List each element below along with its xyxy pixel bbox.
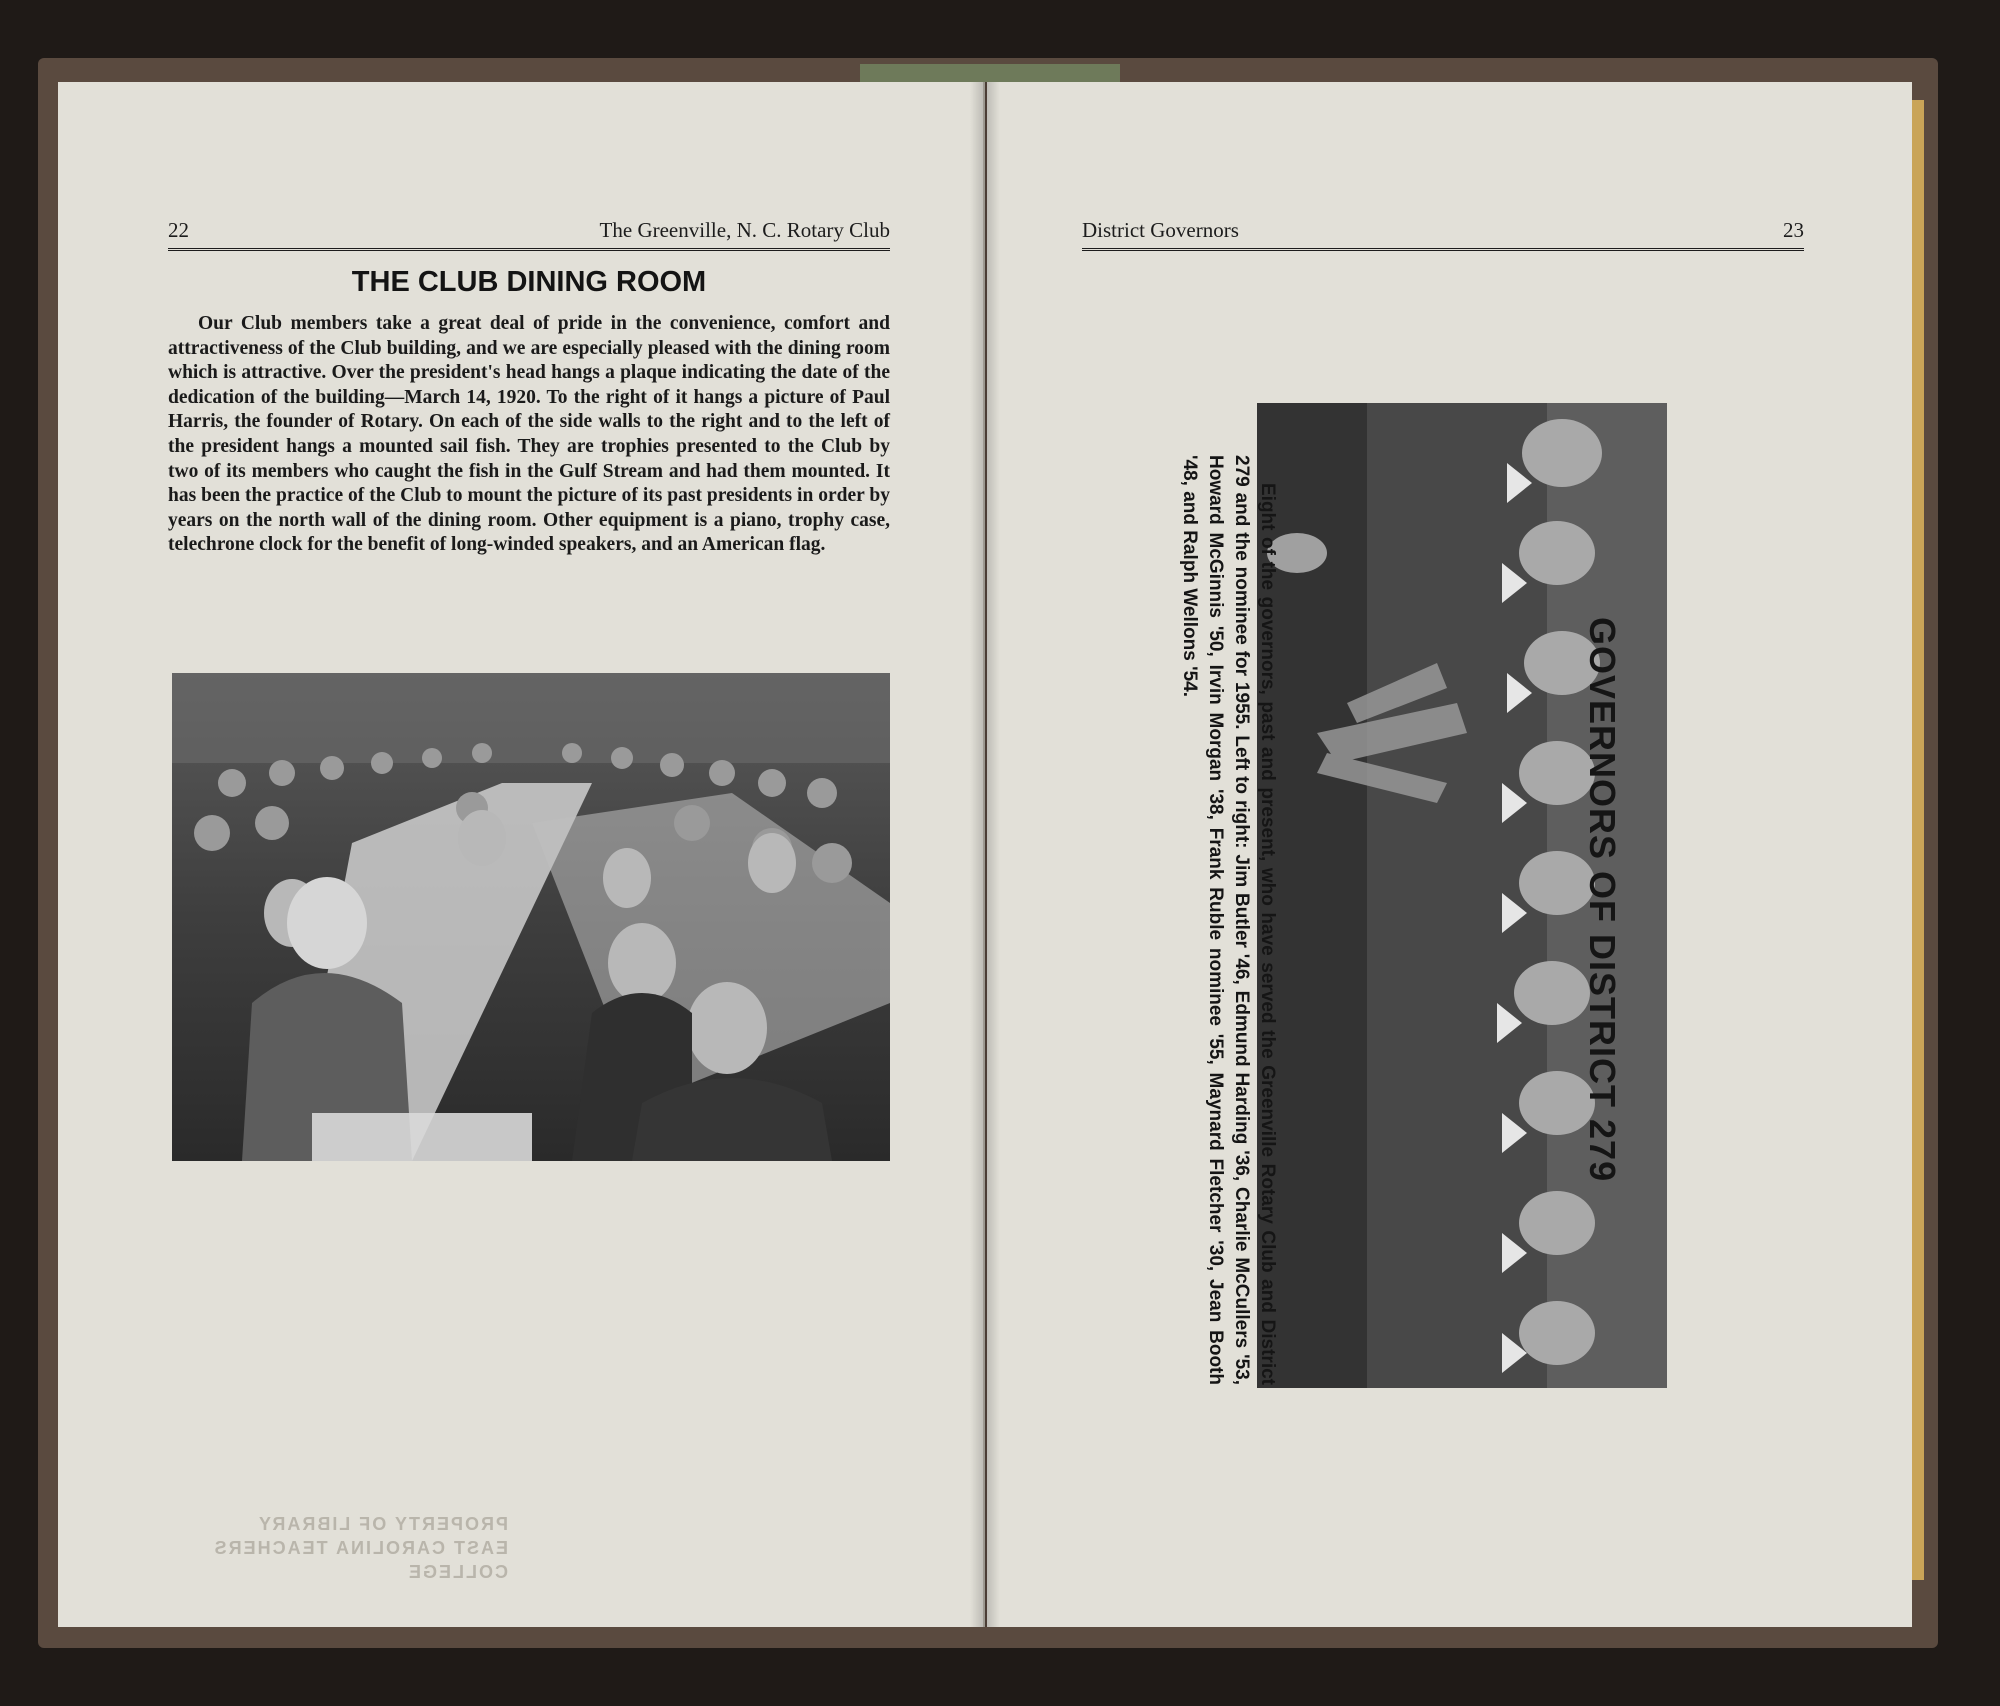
governors-caption: Eight of the governors, past and present, who have served the Greenville Rotary Club and District 279 and the nominee for 1955. Left to right: Jim Butler '46, Edmund Harding '36, Charlie McCullers '53, Howard McGinnis '50, Irvin Morgan '38, Frank Ruble nominee '55, Maynard Fletcher '30, Jean Booth '48, and Ralph Wellons '54. — [1179, 455, 1278, 1385]
left-page-number: 22 — [168, 218, 189, 242]
right-running-header — [1082, 218, 1804, 251]
dining-room-photo-drawing — [172, 673, 890, 1161]
spine-tape — [860, 64, 1120, 82]
library-stamp — [148, 1512, 508, 1584]
governors-title: GOVERNORS OF DISTRICT 279 — [1582, 617, 1623, 1183]
dining-room-photo — [172, 673, 890, 1161]
dining-room-paragraph: Our Club members take a great deal of pride in the convenience, comfort and attractiveness of the Club building, and we are especially pleased with the dining room which is attractive. Over the president's head hangs a plaque indicating the date of the dedication of the building—March 14, 1920. To the right of it hangs a picture of Paul Harris, the founder of Rotary. On each of the side walls to the right and to the left of the president hangs a mounted sail fish. They are trophies presented to the Club by two of its members who caught the fish in the Gulf Stream and had them mounted. It has been the practice of the Club to mount the picture of its past presidents in order by years on the north wall of the dining room. Other equipment is a piano, trophy case, telechrone clock for the benefit of long-winded speakers, and an American flag. — [168, 313, 890, 556]
stamp-line-1: PROPERTY OF LIBRARY — [256, 1514, 508, 1534]
right-page-number: 23 — [1783, 218, 1804, 242]
section-title: THE CLUB DINING ROOM — [351, 266, 707, 298]
page-edge — [1912, 100, 1924, 1580]
left-running-head: The Greenville, N. C. Rotary Club — [599, 218, 890, 242]
right-running-head: District Governors — [1082, 218, 1239, 242]
stamp-line-2: EAST CAROLINA TEACHERS COLLEGE — [212, 1538, 508, 1582]
left-running-header — [168, 218, 890, 251]
book-gutter — [970, 82, 1000, 1627]
